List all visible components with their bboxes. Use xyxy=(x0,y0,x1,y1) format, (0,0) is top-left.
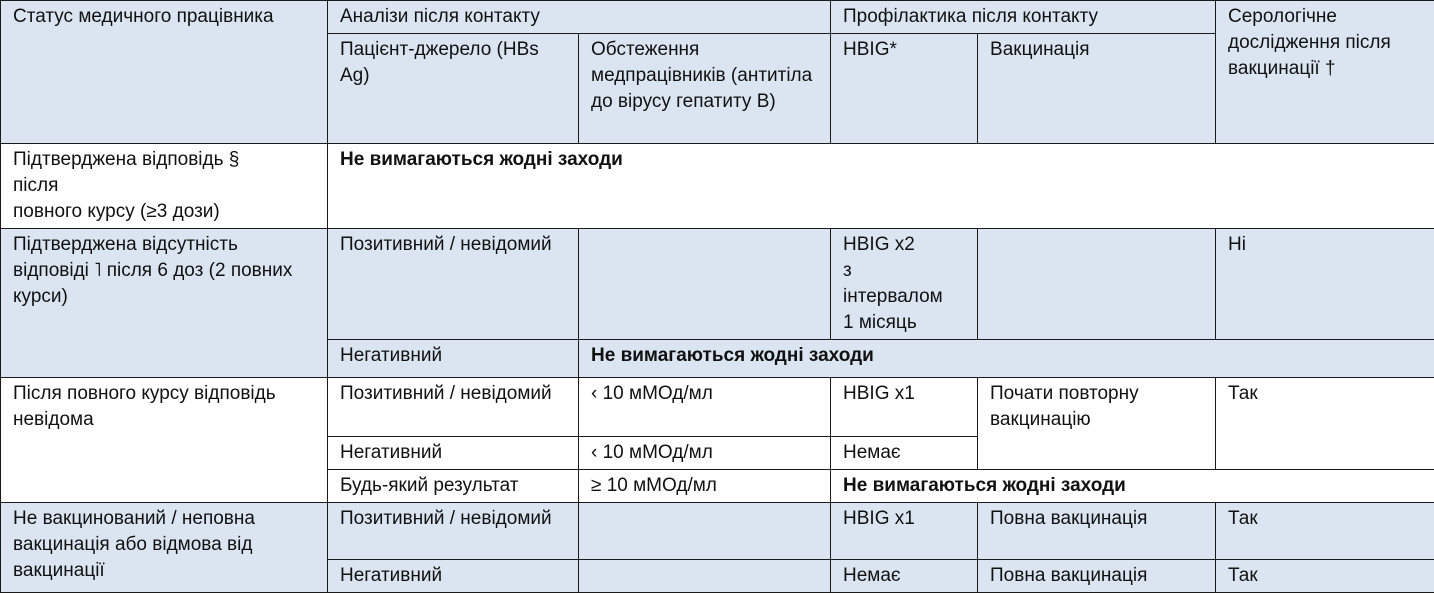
header-serology: Серологічне дослідження після вакцинації † xyxy=(1216,1,1434,144)
source-cell: Позитивний / невідомий xyxy=(328,229,579,340)
hbig-cell: Немає xyxy=(831,560,978,593)
hbig-cell: HBIG x2 з інтервалом 1 місяць xyxy=(831,229,978,340)
status-cell: Підтверджена відсутність відповіді ˥ після 6 доз (2 повних курси) xyxy=(1,229,328,378)
test-cell: ‹ 10 мМОд/мл xyxy=(579,378,831,437)
source-cell: Будь-який результат xyxy=(328,470,579,503)
source-cell: Негативний xyxy=(328,560,579,593)
test-cell: ‹ 10 мМОд/мл xyxy=(579,437,831,470)
test-cell xyxy=(579,560,831,593)
header-vaccination: Вакцинація xyxy=(978,34,1216,144)
no-measures-cell: Не вимагаються жодні заходи xyxy=(579,340,1434,378)
source-cell: Негативний xyxy=(328,437,579,470)
no-measures-cell: Не вимагаються жодні заходи xyxy=(831,470,1434,503)
vaccination-cell: Повна вакцинація xyxy=(978,503,1216,560)
header-status: Статус медичного працівника xyxy=(1,1,328,144)
header-row-1 xyxy=(1,1,1434,34)
table-row xyxy=(1,503,1434,560)
header-worker-test: Обстеження медпрацівників (антитіла до вірусу гепатиту В) xyxy=(579,34,831,144)
test-cell: ≥ 10 мМОд/мл xyxy=(579,470,831,503)
table-row xyxy=(1,144,1434,229)
source-cell: Негативний xyxy=(328,340,579,378)
hbig-cell: HBIG x1 xyxy=(831,378,978,437)
serology-cell: Так xyxy=(1216,378,1434,470)
header-prophylaxis: Профілактика після контакту xyxy=(831,1,1216,34)
status-cell: Підтверджена відповідь § після повного курсу (≥3 дози) xyxy=(1,144,328,229)
test-cell xyxy=(579,229,831,340)
source-cell: Позитивний / невідомий xyxy=(328,378,579,437)
vaccination-cell: Почати повторну вакцинацію xyxy=(978,378,1216,470)
test-cell xyxy=(579,503,831,560)
hbig-cell: HBIG x1 xyxy=(831,503,978,560)
serology-cell: Так xyxy=(1216,503,1434,560)
header-source: Пацієнт-джерело (HBs Ag) xyxy=(328,34,579,144)
no-measures-cell: Не вимагаються жодні заходи xyxy=(328,144,1434,229)
table-row xyxy=(1,229,1434,340)
vaccination-cell: Повна вакцинація xyxy=(978,560,1216,593)
serology-cell: Ні xyxy=(1216,229,1434,340)
status-cell: Не вакцинований / неповна вакцинація або відмова від вакцинації xyxy=(1,503,328,593)
serology-cell: Так xyxy=(1216,560,1434,593)
status-cell: Після повного курсу відповідь невідома xyxy=(1,378,328,503)
vaccination-cell xyxy=(978,229,1216,340)
header-hbig: HBIG* xyxy=(831,34,978,144)
table-row xyxy=(1,378,1434,437)
hbig-cell: Немає xyxy=(831,437,978,470)
source-cell: Позитивний / невідомий xyxy=(328,503,579,560)
header-tests: Аналізи після контакту xyxy=(328,1,831,34)
